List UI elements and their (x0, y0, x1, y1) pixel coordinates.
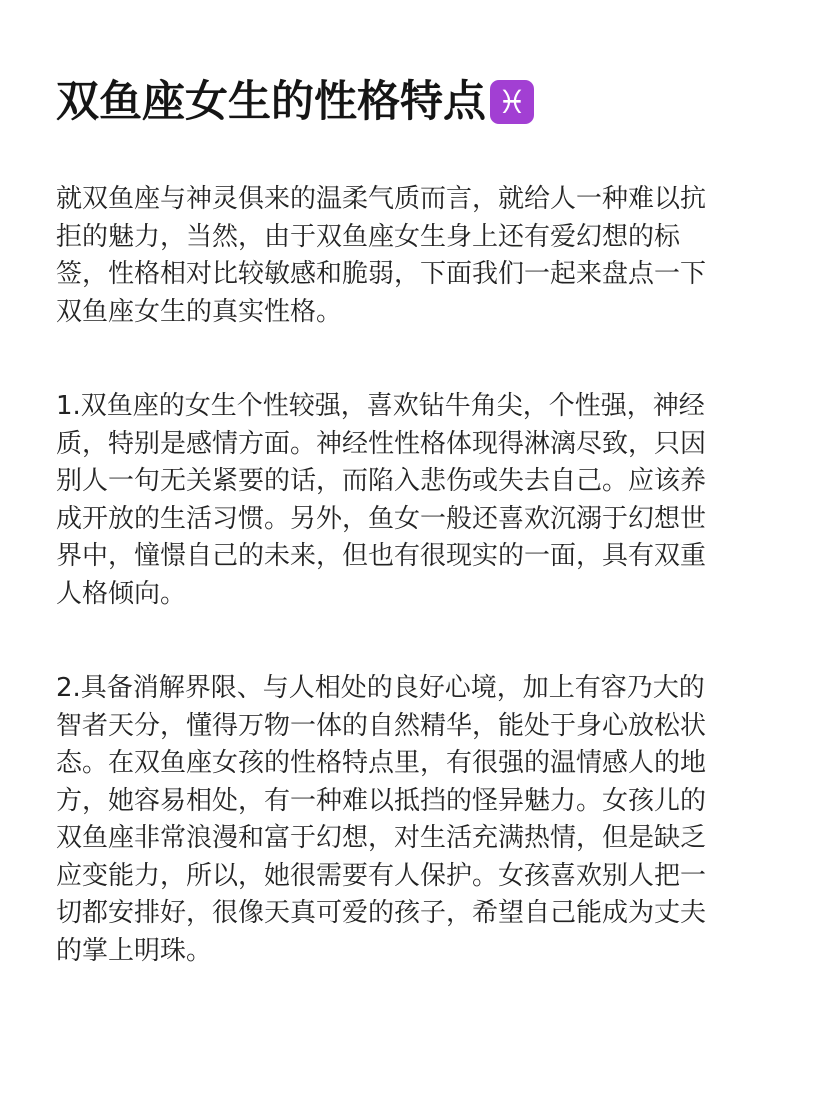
intro-paragraph (56, 181, 772, 331)
pisces-icon: ♓ (490, 80, 534, 124)
paragraph-line: 态。在双鱼座女孩的性格特点里，有很强的温情感人的地 (56, 748, 707, 778)
paragraph-line: 人格倾向。 (56, 578, 187, 609)
point-two-paragraph (56, 670, 772, 970)
paragraph-line: 2.具备消解界限、与人相处的良好心境，加上有容乃大的 (56, 673, 705, 703)
paragraph-line: 双鱼座女生的真实性格。 (56, 296, 343, 327)
paragraph-line: 方，她容易相处，有一种难以抵挡的怪异魅力。女孩儿的 (56, 785, 707, 816)
point-one-paragraph (56, 388, 772, 613)
paragraph-line: 成开放的生活习惯。另外，鱼女一般还喜欢沉溺于幻想世 (56, 503, 707, 534)
paragraph-line: 双鱼座非常浪漫和富于幻想，对生活充满热情，但是缺乏 (56, 823, 707, 853)
article-title-text: 双鱼座女生的性格特点 (56, 77, 486, 127)
paragraph-line: 拒的魅力，当然，由于双鱼座女生身上还有爱幻想的标 (56, 221, 681, 252)
paragraph-line: 签，性格相对比较敏感和脆弱，下面我们一起来盘点一下 (56, 259, 707, 289)
paragraph-line: 切都安排好，很像天真可爱的孩子，希望自己能成为丈夫 (56, 898, 707, 928)
paragraph-line: 质，特别是感情方面。神经性性格体现得淋漓尽致，只因 (56, 428, 707, 459)
paragraph-line: 界中，憧憬自己的未来，但也有很现实的一面，具有双重 (56, 541, 707, 571)
paragraph-line: 别人一句无关紧要的话，而陷入悲伤或失去自己。应该养 (56, 466, 707, 496)
paragraph-line: 的掌上明珠。 (56, 935, 213, 966)
paragraph-line: 智者天分，懂得万物一体的自然精华，能处于身心放松状 (56, 710, 707, 741)
paragraph-line: 就双鱼座与神灵俱来的温柔气质而言，就给人一种难以抗 (56, 184, 707, 214)
paragraph-line: 应变能力，所以，她很需要有人保护。女孩喜欢别人把一 (56, 860, 707, 891)
article-title (56, 66, 534, 138)
paragraph-line: 1.双鱼座的女生个性较强，喜欢钻牛角尖，个性强，神经 (56, 391, 705, 421)
